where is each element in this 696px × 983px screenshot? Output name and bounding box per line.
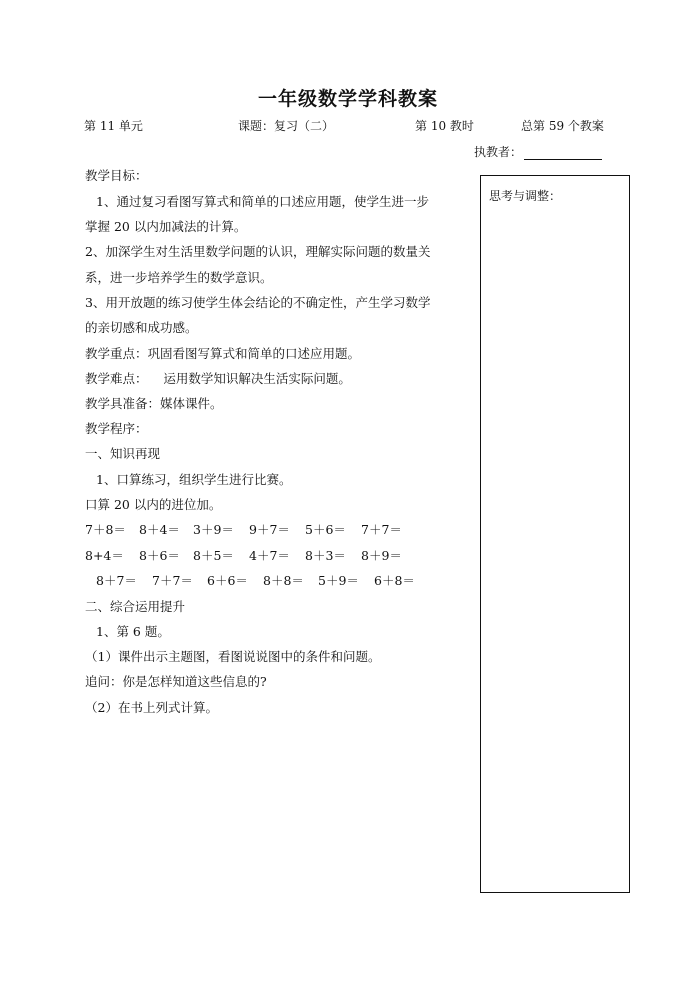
arithmetic-problem: 6＋6＝: [207, 573, 248, 588]
part-1-heading: 一、知识再现: [85, 446, 161, 461]
difficulty: 教学难点： 运用数学知识解决生活实际问题。: [85, 371, 351, 386]
arithmetic-problem: 8＋9＝: [361, 548, 402, 563]
teacher-blank-line: [524, 147, 602, 160]
goal-1-line-1: 1、通过复习看图写算式和简单的口述应用题，使学生进一步: [96, 194, 429, 209]
arithmetic-problem: 5＋9＝: [318, 573, 359, 588]
arithmetic-problem: 6＋8＝: [374, 573, 415, 588]
teacher-label: 执教者：: [474, 145, 523, 159]
total-lesson-count: 总第 59 个教案: [521, 119, 604, 133]
arithmetic-problem: 7＋7＝: [361, 522, 402, 537]
arithmetic-problem: 8＋4＝: [139, 522, 180, 537]
goal-1-line-2: 掌握 20 以内加减法的计算。: [85, 219, 247, 234]
item-2: 1、第 6 题。: [96, 624, 170, 639]
arithmetic-problem: 8＋3＝: [305, 548, 346, 563]
arithmetic-problem: 7＋8＝: [85, 522, 126, 537]
goal-3-line-2: 的亲切感和成功感。: [85, 320, 198, 335]
part-2-heading: 二、综合运用提升: [85, 599, 186, 614]
reflection-box: [480, 175, 630, 893]
step-2: （2）在书上列式计算。: [85, 700, 218, 715]
arithmetic-problem: 4＋7＝: [249, 548, 290, 563]
goals-heading: 教学目标：: [85, 168, 148, 183]
follow-up-question: 追问：你是怎样知道这些信息的?: [85, 674, 267, 689]
arithmetic-problem: 9＋7＝: [249, 522, 290, 537]
item-1: 1、口算练习，组织学生进行比赛。: [96, 472, 292, 487]
arithmetic-problem: 3＋9＝: [193, 522, 234, 537]
teacher-field: [474, 143, 602, 160]
arithmetic-problem: 8+4＝: [85, 548, 124, 563]
arithmetic-problem: 8＋8＝: [263, 573, 304, 588]
page-title: 一年级数学学科教案: [257, 88, 438, 110]
reflection-label: 思考与调整：: [489, 189, 562, 203]
procedure-heading: 教学程序：: [85, 421, 148, 436]
arithmetic-problem: 8＋6＝: [139, 548, 180, 563]
arithmetic-problem: 8＋5＝: [193, 548, 234, 563]
goal-2-line-2: 系，进一步培养学生的数学意识。: [85, 270, 273, 285]
key-point: 教学重点：巩固看图写算式和简单的口述应用题。: [85, 346, 361, 361]
lesson-number: 第 10 教时: [415, 119, 474, 133]
unit-number: 第 11 单元: [84, 119, 143, 133]
arithmetic-problem: 5＋6＝: [305, 522, 346, 537]
arithmetic-problem: 7＋7＝: [152, 573, 193, 588]
teaching-tools: 教学具准备：媒体课件。: [85, 396, 223, 411]
goal-2-line-1: 2、加深学生对生活里数学问题的认识，理解实际问题的数量关: [85, 244, 431, 259]
arithmetic-problem: 8＋7＝: [96, 573, 137, 588]
lesson-topic: 课题：复习（二）: [238, 119, 335, 133]
oral-arithmetic-title: 口算 20 以内的进位加。: [85, 497, 222, 512]
step-1: （1）课件出示主题图，看图说说图中的条件和问题。: [85, 649, 381, 664]
goal-3-line-1: 3、用开放题的练习使学生体会结论的不确定性，产生学习数学: [85, 295, 431, 310]
